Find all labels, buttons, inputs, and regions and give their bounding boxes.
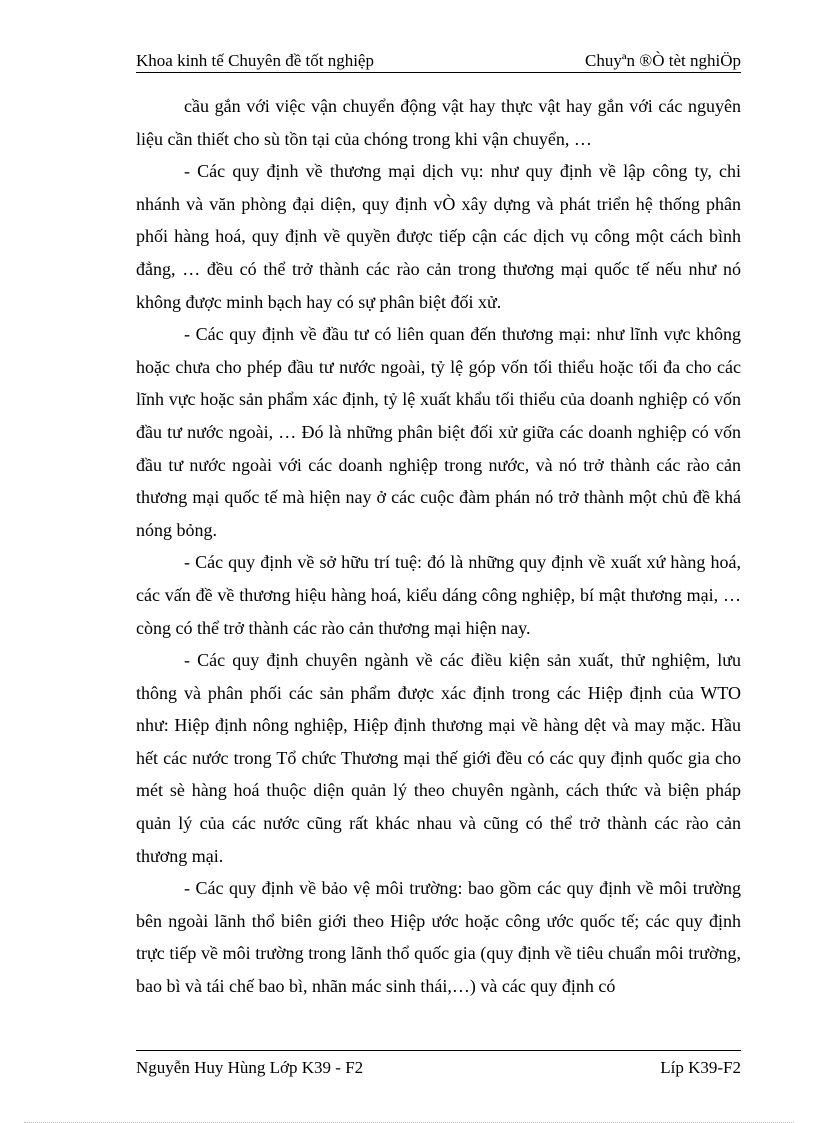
paragraph: - Các quy định về sở hữu trí tuệ: đó là những quy định về xuất xứ hàng hoá, các vấn đề về thương hiệu hàng hoá, kiểu dáng công nghiệp, bí mật thương mại, … còng có thể trở thành các rào cản thương mại hiện nay. [136, 552, 741, 638]
paragraph: - Các quy định về bảo vệ môi trường: bao gồm các quy định về môi trường bên ngoài lãnh thổ biên giới theo Hiệp ước hoặc công ước quốc tế; các quy định trực tiếp về môi trường trong lãnh thổ quốc gia (quy định về tiêu chuẩn môi trường, bao bì và tái chế bao bì, nhãn mác sinh thái,…) và các quy định có [136, 878, 741, 997]
header-left-text: Khoa kinh tế Chuyên đề tốt nghiệp [136, 51, 374, 70]
paragraph: - Các quy định về thương mại dịch vụ: như quy định về lập công ty, chi nhánh và văn phòng đại diện, quy định vÒ xây dựng và phát triển hệ thống phân phối hàng hoá, quy định về quyền được tiếp cận các dịch vụ công một cách bình đẳng, … đều có thể trở thành các rào cản trong thương mại quốc tế nếu như nó không được minh bạch hay có sự phân biệt đối xử. [136, 161, 741, 312]
paragraph: - Các quy định về đầu tư có liên quan đến thương mại: như lĩnh vực không hoặc chưa cho phép đầu tư nước ngoài, tỷ lệ góp vốn tối thiểu hoặc tối đa cho các lĩnh vực hoặc sản phẩm xác định, tỷ lệ xuất khẩu tối thiểu của doanh nghiệp có vốn đầu tư nước ngoài, … Đó là những phân biệt đối xử giữa các doanh nghiệp có vốn đầu tư nước ngoài với các doanh nghiệp trong nước, và nó trở thành các rào cản thương mại quốc tế mà hiện nay ở các cuộc đàm phán nó trở thành một chủ đề khá nóng bỏng. [136, 324, 741, 540]
page-footer [136, 1050, 741, 1077]
footer-left-text: Nguyễn Huy Hùng Lớp K39 - F2 [136, 1058, 364, 1077]
paragraph: - Các quy định chuyên ngành về các điều kiện sản xuất, thử nghiệm, lưu thông và phân phối các sản phẩm được xác định trong các Hiệp định của WTO như: Hiệp định nông nghiệp, Hiệp định thương mại về hàng dệt và may mặc. Hầu hết các nước trong Tổ chức Thương mại thế giới đều có các quy định quốc gia cho mét sè hàng hoá thuộc diện quản lý theo chuyên ngành, cách thức và biện pháp quản lý của các nước cũng rất khác nhau và cũng có thể trở thành các rào cản thương mại. [136, 650, 741, 866]
document-body [136, 90, 741, 1003]
page-header [136, 48, 741, 73]
header-right-text: Chuyªn ®Ò tèt nghiÖp [585, 51, 741, 70]
footer-right-text: Líp K39-F2 [660, 1058, 741, 1077]
paragraph: cầu gắn với việc vận chuyển động vật hay thực vật hay gắn với các nguyên liệu cần thiết cho sù tồn tại của chóng trong khi vận chuyển, … [136, 96, 741, 149]
